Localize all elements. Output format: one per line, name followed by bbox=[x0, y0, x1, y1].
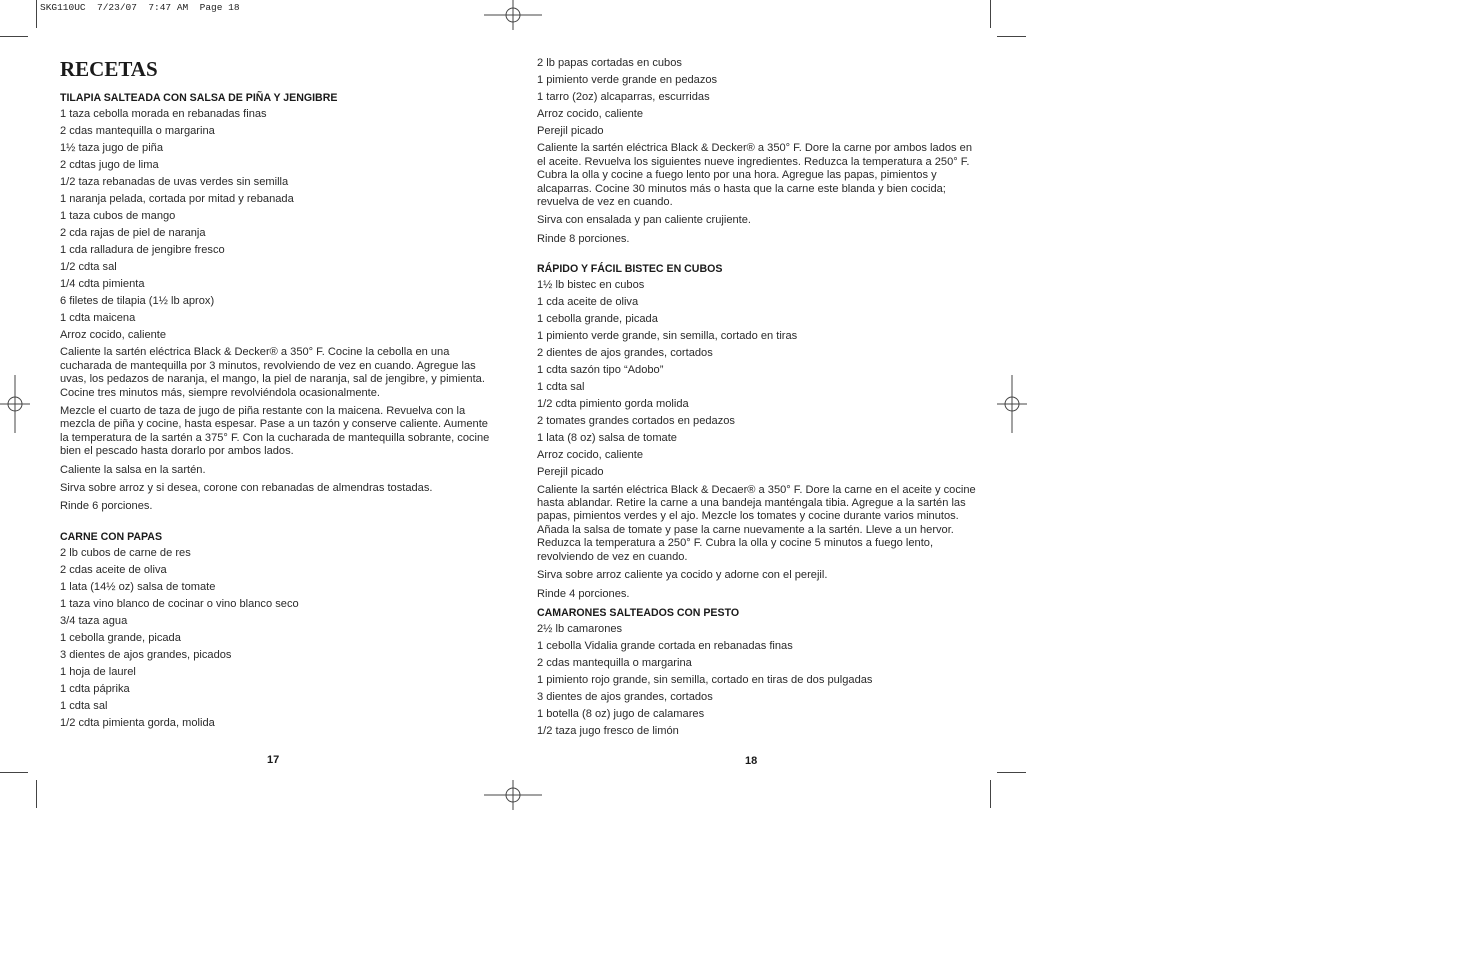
instructions bbox=[60, 346, 490, 513]
ingredient: 3 dientes de ajos grandes, picados bbox=[60, 648, 232, 661]
left-page bbox=[60, 55, 490, 734]
crop-mark bbox=[990, 0, 991, 28]
registration-mark-top bbox=[484, 0, 542, 30]
recipe-title: TILAPIA SALTEADA CON SALSA DE PIÑA Y JENGIBRE bbox=[60, 92, 338, 104]
ingredient: 1 cdta sal bbox=[537, 381, 585, 394]
crop-mark bbox=[0, 36, 28, 37]
registration-mark-bottom bbox=[484, 780, 542, 810]
instruction-paragraph: Rinde 6 porciones. bbox=[60, 500, 153, 513]
instruction-paragraph: Rinde 8 porciones. bbox=[537, 232, 630, 245]
ingredient: 1/2 cdta sal bbox=[60, 261, 117, 273]
instructions bbox=[537, 142, 977, 246]
ingredient: 1 lata (14½ oz) salsa de tomate bbox=[60, 580, 216, 593]
ingredient-list bbox=[537, 57, 977, 138]
recipe-title: RÁPIDO Y FÁCIL BISTEC EN CUBOS bbox=[537, 263, 723, 276]
ingredient-list bbox=[537, 279, 977, 479]
ingredient: 1 cdta sal bbox=[60, 699, 108, 712]
ingredient: 1 naranja pelada, cortada por mitad y rebanada bbox=[60, 193, 294, 205]
ingredient-list bbox=[537, 623, 977, 738]
crop-mark bbox=[0, 772, 28, 773]
ingredient: 1 cda ralladura de jengibre fresco bbox=[60, 244, 225, 256]
ingredient: 2 lb papas cortadas en cubos bbox=[537, 57, 682, 69]
instruction-paragraph: Sirva con ensalada y pan caliente crujiente. bbox=[537, 214, 751, 227]
recipe-carne-con-papas bbox=[60, 531, 490, 730]
ingredient: 1 taza cebolla morada en rebanadas finas bbox=[60, 108, 267, 120]
ingredient: 1/4 cdta pimienta bbox=[60, 278, 145, 290]
ingredient: 1½ lb bistec en cubos bbox=[537, 279, 645, 292]
recipe-title: CAMARONES SALTEADOS CON PESTO bbox=[537, 606, 740, 619]
recipe-camarones-pesto bbox=[537, 607, 977, 738]
ingredient: Arroz cocido, caliente bbox=[537, 449, 644, 462]
page-number-left: 17 bbox=[267, 754, 280, 766]
ingredient: 1 cdta sazón tipo “Adobo” bbox=[537, 364, 664, 377]
instruction-paragraph: Caliente la salsa en la sartén. bbox=[60, 463, 206, 476]
ingredient: 2 cdas aceite de oliva bbox=[60, 563, 167, 576]
ingredient: 1 cda aceite de oliva bbox=[537, 296, 639, 309]
ingredient: 1 pimiento rojo grande, sin semilla, cortado en tiras de dos pulgadas bbox=[537, 673, 873, 686]
instruction-paragraph: Sirva sobre arroz caliente ya cocido y adorne con el perejil. bbox=[537, 569, 828, 582]
ingredient: 2 cdtas jugo de lima bbox=[60, 159, 159, 171]
ingredient: 1/2 cdta pimiento gorda molida bbox=[537, 398, 689, 411]
registration-mark-right bbox=[997, 375, 1027, 433]
ingredient: 1½ taza jugo de piña bbox=[60, 142, 164, 154]
ingredient: 1 hoja de laurel bbox=[60, 665, 136, 678]
instructions bbox=[537, 484, 977, 601]
crop-mark bbox=[36, 780, 37, 808]
ingredient: 1 lata (8 oz) salsa de tomate bbox=[537, 432, 677, 445]
ingredient: 1/2 taza rebanadas de uvas verdes sin semilla bbox=[60, 176, 289, 188]
ingredient: 1 cebolla grande, picada bbox=[60, 631, 181, 644]
ingredient: 1 cdta páprika bbox=[60, 682, 130, 695]
ingredient: Arroz cocido, caliente bbox=[537, 108, 644, 120]
instruction-paragraph: Rinde 4 porciones. bbox=[537, 587, 630, 600]
crop-mark bbox=[997, 36, 1026, 37]
ingredient: 1 tarro (2oz) alcaparras, escurridas bbox=[537, 91, 710, 103]
ingredient: 2½ lb camarones bbox=[537, 622, 623, 635]
instruction-paragraph: Caliente la sartén eléctrica Black & Decker® a 350° F. Cocine la cebolla en una cucharada de mantequilla por 3 minutos, revolviendo de vez en cuando. Agregue las uvas, los pedazos de naranja, el mango, la piel de naranja, sal de jengibre, y pimienta. Cocine tres minutos más, siempre revolviéndola ocasionalmente. bbox=[60, 346, 485, 399]
ingredient: 3 dientes de ajos grandes, cortados bbox=[537, 690, 713, 703]
crop-mark bbox=[990, 780, 991, 808]
ingredient-list bbox=[60, 547, 490, 730]
page-title: RECETAS bbox=[60, 57, 158, 81]
ingredient: 2 lb cubos de carne de res bbox=[60, 546, 191, 559]
ingredient: 1/2 taza jugo fresco de limón bbox=[537, 724, 679, 737]
ingredient: 1 pimiento verde grande, sin semilla, cortado en tiras bbox=[537, 330, 798, 343]
ingredient: 1/2 cdta pimienta gorda, molida bbox=[60, 716, 215, 729]
ingredient: 6 filetes de tilapia (1½ lb aprox) bbox=[60, 295, 215, 307]
ingredient: Perejil picado bbox=[537, 466, 604, 479]
ingredient: 2 tomates grandes cortados en pedazos bbox=[537, 415, 735, 428]
instruction-paragraph: Mezcle el cuarto de taza de jugo de piña restante con la maicena. Revuelva con la mezcla de piña y cocine, hasta espesar. Pase a un tazón y conserve caliente. Aumente la temperatura de la sartén a 375° F. Con la cucharada de mantequilla sobrante, cocine bien el pescado hasta dorarlo por ambos lados. bbox=[60, 405, 490, 458]
ingredient: 2 dientes de ajos grandes, cortados bbox=[537, 347, 713, 360]
ingredient: 2 cdas mantequilla o margarina bbox=[537, 656, 692, 669]
ingredient: Perejil picado bbox=[537, 125, 604, 137]
right-page bbox=[537, 57, 977, 742]
ingredient: 1 pimiento verde grande en pedazos bbox=[537, 74, 718, 86]
ingredient: Arroz cocido, caliente bbox=[60, 329, 167, 341]
page-number-right: 18 bbox=[745, 755, 758, 767]
ingredient: 3/4 taza agua bbox=[60, 614, 128, 627]
ingredient: 1 cdta maicena bbox=[60, 312, 136, 324]
recipe-bistec-en-cubos bbox=[537, 263, 977, 601]
ingredient: 1 taza vino blanco de cocinar o vino blanco seco bbox=[60, 597, 299, 610]
printer-slug: SKG110UC 7/23/07 7:47 AM Page 18 bbox=[40, 2, 240, 13]
crop-mark bbox=[36, 0, 37, 28]
ingredient-list bbox=[60, 108, 490, 342]
recipe-title: CARNE CON PAPAS bbox=[60, 530, 163, 543]
recipe-tilapia bbox=[60, 92, 490, 514]
ingredient: 1 botella (8 oz) jugo de calamares bbox=[537, 707, 705, 720]
ingredient: 1 cebolla grande, picada bbox=[537, 313, 658, 326]
crop-mark bbox=[997, 772, 1026, 773]
ingredient: 2 cdas mantequilla o margarina bbox=[60, 125, 215, 137]
instruction-paragraph: Sirva sobre arroz y si desea, corone con rebanadas de almendras tostadas. bbox=[60, 482, 433, 495]
recipe-carne-con-papas-continued bbox=[537, 57, 977, 246]
ingredient: 1 cebolla Vidalia grande cortada en rebanadas finas bbox=[537, 639, 793, 652]
registration-mark-left bbox=[0, 375, 30, 433]
ingredient: 2 cda rajas de piel de naranja bbox=[60, 227, 206, 239]
instruction-paragraph: Caliente la sartén eléctrica Black & Decaer® a 350° F. Dore la carne en el aceite y cocine hasta ablandar. Retire la carne a una bandeja manténgala tibia. Agregue a la sartén las papas, pimientos verdes y el ajo. Mezcle los tomates y cocine durante varios minutos. Añada la salsa de tomate y pase la carne nuevamente a la sartén. Lleve a un hervor. Reduzca la temperatura a 250° F. Cubra la olla y cocine 5 minutos a fuego lento, revolviendo de vez en cuando. bbox=[537, 483, 976, 563]
ingredient: 1 taza cubos de mango bbox=[60, 210, 176, 222]
instruction-paragraph: Caliente la sartén eléctrica Black & Decker® a 350° F. Dore la carne por ambos lados en el aceite. Revuelva los siguientes nueve ingredientes. Reduzca la temperatura a 250° F. Cubra la olla y cocine a fuego lento por una hora. Agregue las papas, pimientos y alcaparras. Cocine 30 minutos más o hasta que la carne este blanda y bien cocida; revuelva de vez en cuando. bbox=[537, 142, 973, 209]
